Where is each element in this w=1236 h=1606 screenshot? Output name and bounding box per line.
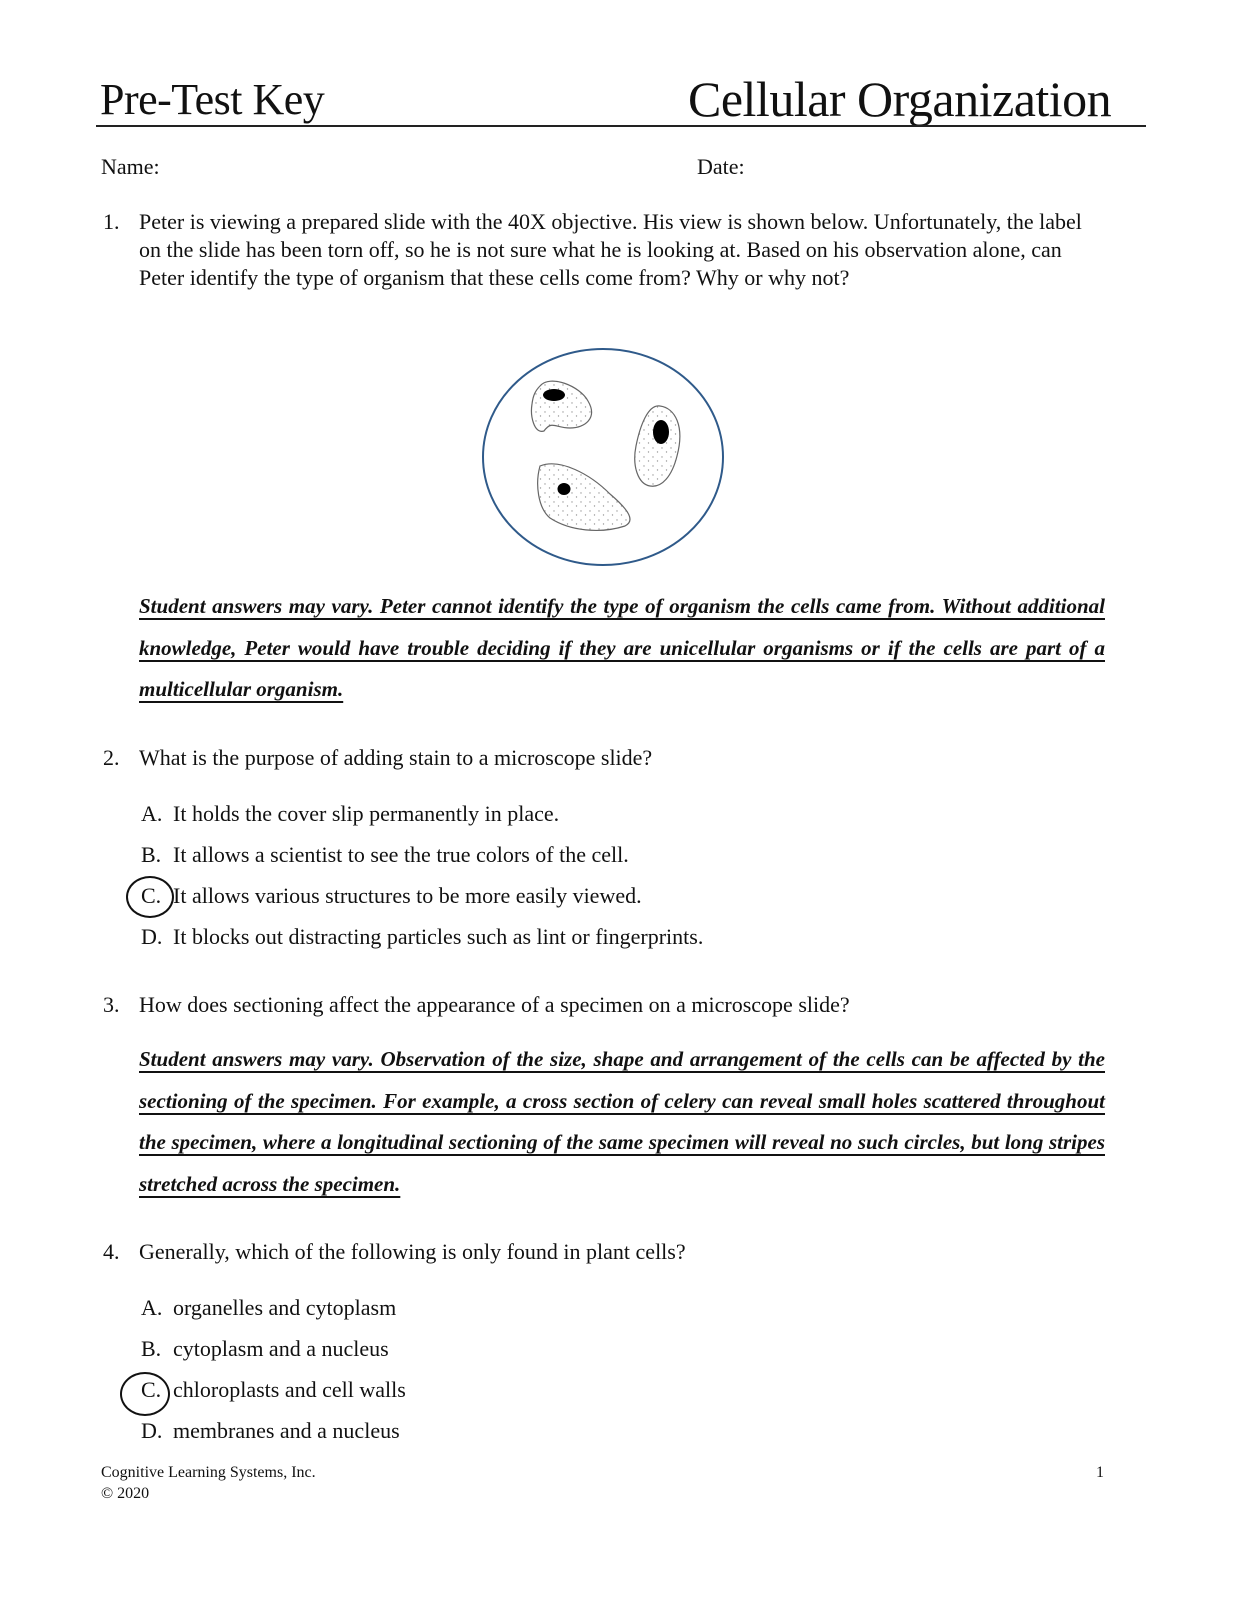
option-d: D. It blocks out distracting particles such as lint or fingerprints. [141, 924, 704, 949]
nucleus-3 [558, 483, 571, 495]
unit-title: Cellular Organization [688, 71, 1112, 127]
question-number: 2. [103, 745, 120, 770]
answer-key-3: Student answers may vary. Observation of the size, shape and arrangement of the cells can be affected by the sectioning of the specimen. For example, a cross section of celery can reveal small holes scattered throughout the specimen, where a longitudinal sectioning of the same specimen will reveal no such circles, but long stripes stretched across the specimen. [139, 1047, 1105, 1196]
nucleus-2 [653, 420, 669, 444]
correct-answer-circle [120, 1372, 170, 1416]
header-divider [96, 125, 1146, 127]
question-number: 4. [103, 1239, 120, 1264]
nucleus-1 [543, 389, 565, 401]
option-c: C. It allows various structures to be more easily viewed. [141, 883, 642, 908]
date-label: Date: [697, 154, 745, 179]
option-b: B. It allows a scientist to see the true colors of the cell. [141, 842, 629, 867]
option-a: A. It holds the cover slip permanently in place. [141, 801, 560, 826]
question-text: Peter is viewing a prepared slide with the 40X objective. His view is shown below. Unfortunately, the label on the slide has been torn off, so he is not sure what he is looking at. Based on his observation alone, can Peter identify the type of organism that these cells come from? Why or why not? [139, 209, 1082, 290]
correct-answer-circle [126, 876, 174, 918]
copyright: © 2020 [101, 1485, 150, 1502]
name-label: Name: [101, 154, 160, 179]
question-text: What is the purpose of adding stain to a microscope slide? [139, 745, 653, 770]
question-text: How does sectioning affect the appearance of a specimen on a microscope slide? [139, 992, 850, 1017]
option-c: C. chloroplasts and cell walls [141, 1377, 406, 1402]
option-d: D. membranes and a nucleus [141, 1418, 400, 1443]
answer-key-1: Student answers may vary. Peter cannot identify the type of organism the cells came from. Without additional knowledge, Peter would have trouble deciding if they are unicellular organisms or if the cells are part of a multicellular organism. [139, 594, 1105, 701]
question-number: 1. [103, 209, 120, 234]
question-text: Generally, which of the following is only found in plant cells? [139, 1239, 686, 1264]
publisher: Cognitive Learning Systems, Inc. [101, 1464, 316, 1481]
option-b: B. cytoplasm and a nucleus [141, 1336, 389, 1361]
microscope-view-figure [480, 346, 730, 576]
option-a: A. organelles and cytoplasm [141, 1295, 397, 1320]
document-title: Pre-Test Key [100, 75, 325, 124]
question-number: 3. [103, 992, 120, 1017]
cells-illustration [480, 346, 730, 571]
page-number: 1 [1096, 1464, 1104, 1481]
